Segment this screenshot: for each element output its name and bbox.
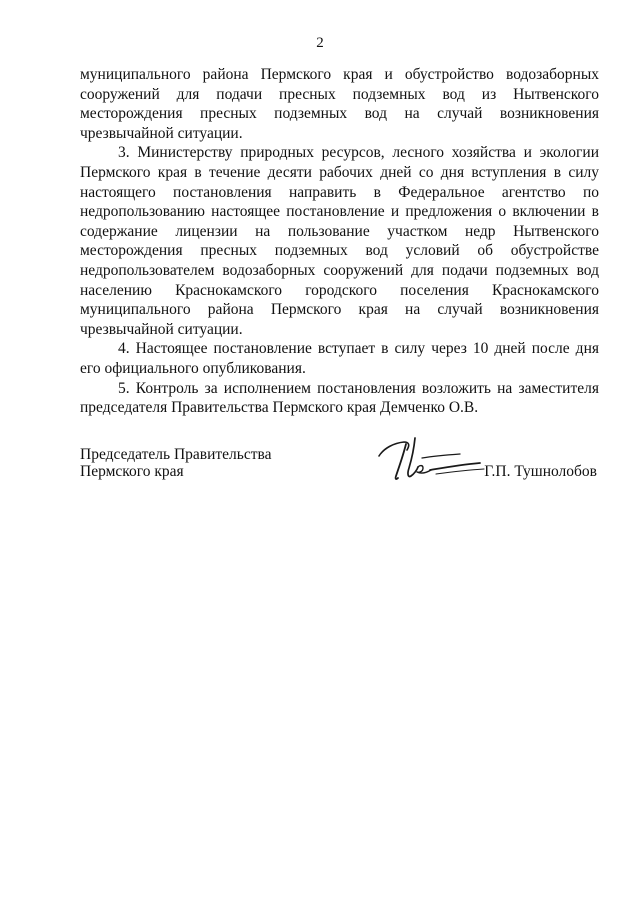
signer-title — [80, 446, 340, 480]
signer-title-line-1: Председатель Правительства — [80, 446, 272, 463]
paragraph-item-5: 5. Контроль за исполнением постановления возложить на заместителя председателя Правительства Пермского края Демченко О.В. — [80, 379, 599, 417]
paragraph-continuation: муниципального района Пермского края и обустройство водозаборных сооружений для подачи пресных подземных вод из Нытвенского месторождения пресных подземных вод на случай возникновения чрезвычайной ситуации. — [80, 66, 599, 142]
signer-name: Г.П. Тушнолобов — [484, 463, 597, 480]
signer-title-line-2: Пермского края — [80, 463, 184, 480]
document-body — [80, 65, 599, 418]
paragraph-item-4: 4. Настоящее постановление вступает в силу через 10 дней после дня его официального опубликования. — [80, 340, 599, 377]
handwritten-signature — [376, 434, 486, 490]
page-number: 2 — [316, 35, 324, 51]
signature-block — [80, 446, 599, 506]
paragraph-item-3: 3. Министерству природных ресурсов, лесного хозяйства и экологии Пермского края в течение десяти рабочих дней со дня вступления в силу настоящего постановления направить в Федеральное агентство по недропользованию настоящее постановление и предложения о включении в содержание лицензии на пользование участком недр Нытвенского месторождения пресных подземных вод условий об обустройстве недропользователем водозаборных сооружений для подачи подземных вод населению Краснокамского городского поселения Краснокамского муниципального района Пермского края на случай возникновения чрезвычайной ситуации. — [80, 144, 599, 338]
